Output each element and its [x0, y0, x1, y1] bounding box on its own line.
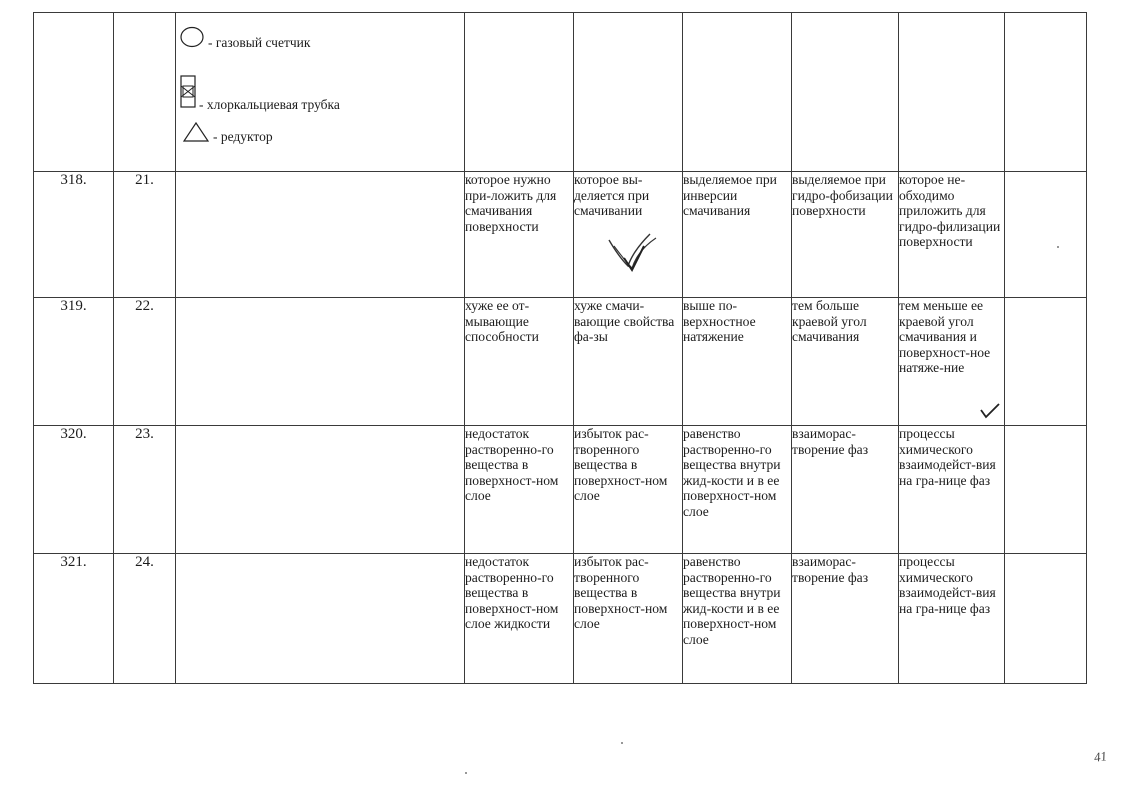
empty-cell — [1005, 172, 1087, 298]
stray-mark — [1057, 246, 1059, 248]
answer-option: взаиморас-творение фаз — [792, 426, 899, 554]
legend-calcium-tube — [179, 71, 340, 113]
legend-cell — [176, 13, 465, 172]
answer-option: равенство растворенно-го вещества внутри жид-кости и в ее поверхност-ном слое — [683, 554, 792, 684]
table-row — [34, 172, 1087, 298]
legend-calcium-tube-label: - хлоркальциевая трубка — [199, 97, 340, 112]
row-number: 320. — [34, 426, 114, 554]
answer-option: выделяемое при инверсии смачивания — [683, 172, 792, 298]
stray-mark — [465, 772, 467, 774]
question-number: 24. — [114, 554, 176, 684]
reducer-icon — [182, 121, 210, 143]
answer-option: процессы химического взаимодейст-вия на гра-нице фаз — [899, 426, 1005, 554]
question-number: 21. — [114, 172, 176, 298]
answer-option: избыток рас-творенного вещества в поверхност-ном слое — [574, 554, 683, 684]
legend-row — [34, 13, 1087, 172]
legend-reducer-label: - редуктор — [213, 129, 273, 144]
answer-option: выделяемое при гидро-фобизации поверхности — [792, 172, 899, 298]
legend-gas-meter-label: - газовый счетчик — [208, 35, 311, 50]
answer-option: недостаток растворенно-го вещества в поверхност-ном слое жидкости — [465, 554, 574, 684]
answer-option-text: которое вы-деляется при смачивании — [574, 172, 650, 219]
answer-option — [574, 172, 683, 298]
handwritten-checkmark-icon — [979, 402, 1001, 420]
answer-option: взаиморас-творение фаз — [792, 554, 899, 684]
empty-cell — [792, 13, 899, 172]
answer-option: которое не-обходимо приложить для гидро-филизации поверхности — [899, 172, 1005, 298]
answer-option — [899, 298, 1005, 426]
answer-option-text: тем меньше ее краевой угол смачивания и поверхност-ное натяже-ние — [899, 298, 991, 376]
empty-cell — [574, 13, 683, 172]
question-cell — [176, 298, 465, 426]
gas-meter-icon — [179, 26, 205, 48]
question-number: 23. — [114, 426, 176, 554]
calcium-tube-icon — [179, 74, 199, 110]
answer-option: избыток рас-творенного вещества в поверхност-ном слое — [574, 426, 683, 554]
question-number: 22. — [114, 298, 176, 426]
empty-cell — [465, 13, 574, 172]
empty-cell — [1005, 426, 1087, 554]
answer-option: выше по-верхностное натяжение — [683, 298, 792, 426]
page-number: 41 — [1092, 748, 1108, 765]
question-cell — [176, 426, 465, 554]
question-cell — [176, 554, 465, 684]
table-row — [34, 298, 1087, 426]
handwritten-checkmark-icon — [604, 232, 664, 272]
empty-cell — [1005, 554, 1087, 684]
empty-cell — [114, 13, 176, 172]
table-row — [34, 554, 1087, 684]
empty-cell — [34, 13, 114, 172]
row-number: 318. — [34, 172, 114, 298]
answer-option: хуже смачи-вающие свойства фа-зы — [574, 298, 683, 426]
answer-table — [33, 12, 1087, 684]
empty-cell — [899, 13, 1005, 172]
answer-option: равенство растворенно-го вещества внутри жид-кости и в ее поверхност-ном слое — [683, 426, 792, 554]
row-number: 319. — [34, 298, 114, 426]
answer-option: процессы химического взаимодейст-вия на гра-нице фаз — [899, 554, 1005, 684]
row-number: 321. — [34, 554, 114, 684]
answer-option: хуже ее от-мывающие способности — [465, 298, 574, 426]
empty-cell — [1005, 13, 1087, 172]
legend-reducer — [182, 119, 273, 145]
answer-option: которое нужно при-ложить для смачивания поверхности — [465, 172, 574, 298]
legend-gas-meter — [179, 23, 310, 51]
empty-cell — [683, 13, 792, 172]
table-row — [34, 426, 1087, 554]
stray-mark — [621, 742, 623, 744]
answer-option: недостаток растворенно-го вещества в поверхност-ном слое — [465, 426, 574, 554]
answer-option: тем больше краевой угол смачивания — [792, 298, 899, 426]
empty-cell — [1005, 298, 1087, 426]
question-cell — [176, 172, 465, 298]
